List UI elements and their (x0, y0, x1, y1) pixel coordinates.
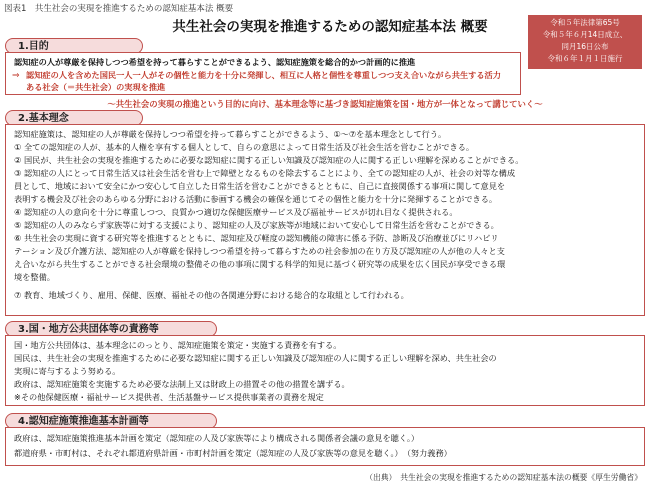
responsibility-line: 国民は、共生社会の実現を推進するために必要な認知症に関する正しい知識及び認知症の人に関する正しい理解を深め、共生社会の (14, 353, 497, 363)
law-info-line: 令和６年１月１日施行 (547, 54, 623, 63)
section-heading-responsibilities: 3.国・地方公共団体等の責務等 (5, 321, 217, 337)
principle-line: 境を整備。 (14, 272, 55, 282)
section-heading-plan: 4.認知症施策推進基本計画等 (5, 413, 217, 429)
law-info-badge (528, 15, 642, 69)
principles-box (5, 124, 645, 316)
plan-line: 都道府県・市町村は、それぞれ都道府県計画・市町村計画を策定（認知症の人及び家族等の意見を聴く。） （努力義務） (14, 448, 452, 458)
law-info-line: 令和５年法律第65号 (550, 18, 620, 27)
plan-line: 政府は、認知症施策推進基本計画を策定（認知症の人及び家族等により構成される関係者会議の意見を聴く。） (14, 433, 420, 443)
principle-line: 員として、地域において安全にかつ安心して自立した日常生活を営むことができるとともに、自己に直接関係する事項に関して意見を (14, 181, 506, 191)
responsibility-note: ※その他保健医療・福祉サービス提供者、生活基盤サービス提供事業者の責務を規定 (14, 392, 324, 402)
purpose-goal-line: ある社会（＝共生社会）の実現を推進 (26, 82, 166, 92)
principle-line: ⑥ 共生社会の実現に資する研究等を推進するとともに、認知症及び軽度の認知機能の障害に係る予防、診断及び治療並びにリハビリ (14, 233, 499, 243)
purpose-box (5, 52, 521, 95)
right-arrow-icon: ⇒ (12, 71, 20, 81)
responsibility-line: 国・地方公共団体は、基本理念にのっとり、認知症施策を策定・実施する責務を有する。 (14, 340, 342, 350)
principle-line: 表明する機会及び社会のあらゆる分野における活動に参画する機会の確保を通じてその個性と能力を十分に発揮することができる。 (14, 194, 498, 204)
principle-line: え合いながら共生することができる社会環境の整備その他の事項に関する科学的知見に基づく研究等の成果を広く国民が享受できる環 (14, 259, 506, 269)
purpose-line: 認知症の人が尊厳を保持しつつ希望を持って暮らすことができるよう、認知症施策を総合的かつ計画的に推進 (14, 57, 416, 67)
section-heading-principles: 2.基本理念 (5, 110, 143, 126)
principle-line: 認知症施策は、認知症の人が尊厳を保持しつつ希望を持って暮らすことができるよう、①～⑦を基本理念として行う。 (14, 129, 447, 139)
law-info-line: 令和５年６月14日成立、 (542, 30, 628, 39)
principle-line: テーション及び介護方法、認知症の人が尊厳を保持しつつ希望を持って暮らすための社会参加の在り方及び認知症の人が他の人々と支 (14, 246, 505, 256)
principle-line: ⑤ 認知症の人のみならず家族等に対する支援により、認知症の人及び家族等が地域において安心して日常生活を営むことができる。 (14, 220, 499, 230)
plan-box (5, 427, 645, 466)
figure-label: 図表1 共生社会の実現を推進するための認知症基本法 概要 (4, 4, 234, 14)
responsibilities-box (5, 335, 645, 406)
page-title: 共生社会の実現を推進するための認知症基本法 概要 (172, 19, 488, 35)
section-subtitle: ～共生社会の実現の推進という目的に向け、基本理念等に基づき認知症施策を国・地方が一体となって講じていく～ (107, 99, 543, 109)
principle-line: ② 国民が、共生社会の実現を推進するために必要な認知症に関する正しい知識及び認知症の人に関する正しい理解を深めることができる。 (14, 155, 524, 165)
law-info-line: 同月16日公布 (561, 42, 609, 51)
purpose-goal-line: 認知症の人を含めた国民一人一人がその個性と能力を十分に発揮し、相互に人格と個性を尊重しつつ支え合いながら共生する活力 (26, 70, 501, 80)
source-citation: （出典） 共生社会の実現を推進するための認知症基本法の概要《厚生労働省》 (365, 473, 642, 482)
responsibility-line: 実現に寄与するよう努める。 (14, 366, 121, 376)
section-heading-purpose: 1.目的 (5, 38, 143, 54)
purpose-arrow-row (12, 69, 20, 83)
responsibility-line: 政府は、認知症施策を実施するため必要な法制上又は財政上の措置その他の措置を講ずる。 (14, 379, 350, 389)
principle-line: ① 全ての認知症の人が、基本的人権を享有する個人として、自らの意思によって日常生活及び社会生活を営むことができる。 (14, 142, 475, 152)
principle-line: ⑦ 教育、地域づくり、雇用、保健、医療、福祉その他の各関連分野における総合的な取組として行われる。 (14, 290, 409, 300)
principle-line: ④ 認知症の人の意向を十分に尊重しつつ、良質かつ適切な保健医療サービス及び福祉サービスが切れ目なく提供される。 (14, 207, 458, 217)
principle-line: ③ 認知症の人にとって日常生活又は社会生活を営む上で障壁となるものを除去することにより、全ての認知症の人が、社会の対等な構成 (14, 168, 516, 178)
